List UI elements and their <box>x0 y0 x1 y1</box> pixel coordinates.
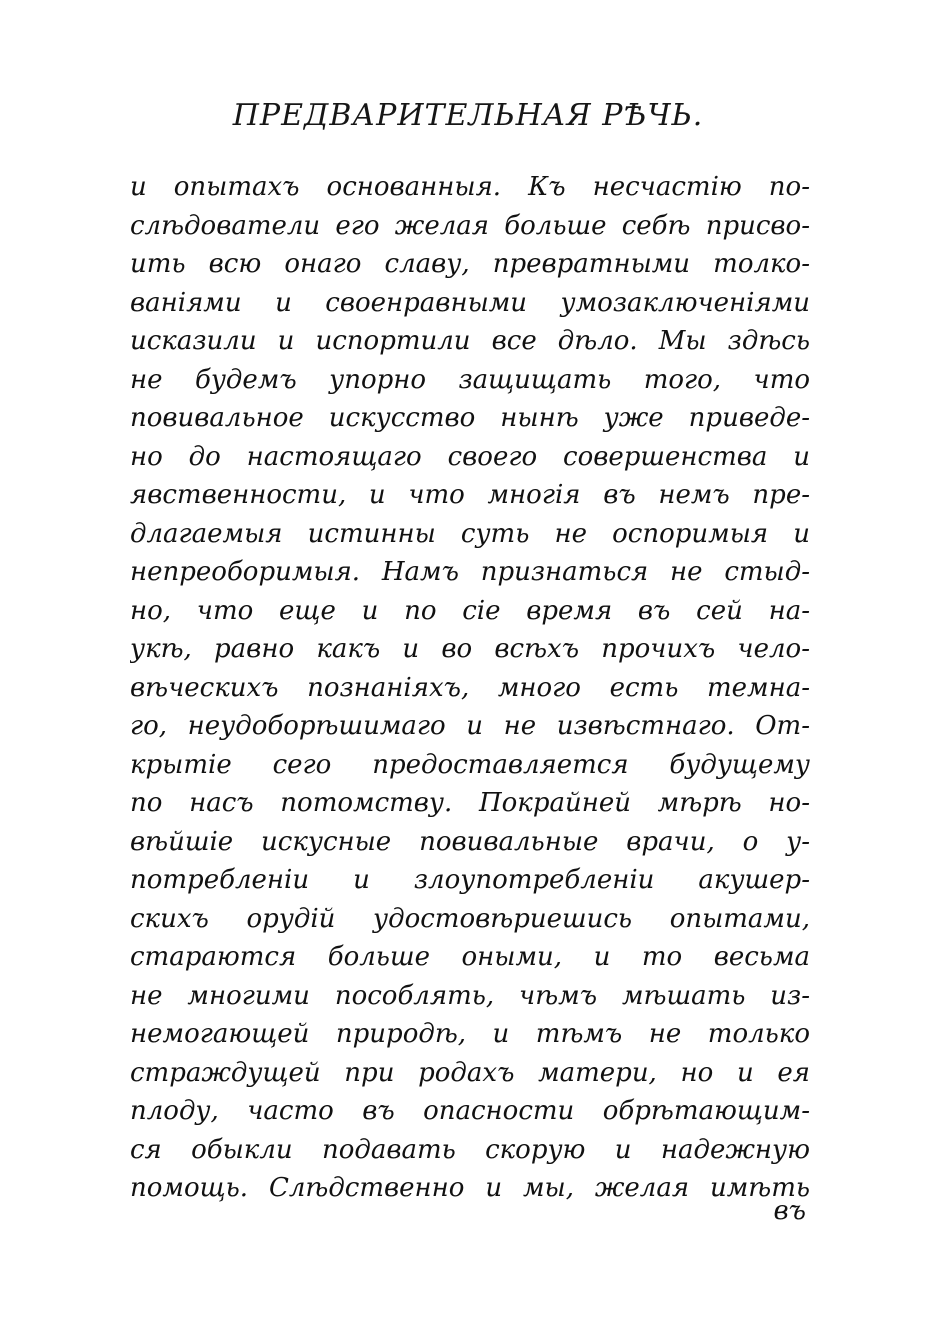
text-line: потребленіи и злоупотребленіи акушер- <box>130 865 810 895</box>
text-line: исказили и испортили все дѣло. Мы здѣсь <box>130 326 810 356</box>
text-line: ся обыкли подавать скорую и надежную <box>130 1134 810 1165</box>
text-line: и опытахъ основанныя. Къ несчастію по- <box>130 172 810 202</box>
text-line: не многими пособлять, чѣмъ мѣшать из- <box>130 980 810 1011</box>
text-line: плоду, часто въ опасности обрѣтающим- <box>130 1096 810 1126</box>
text-line: укѣ, равно какъ и во всѣхъ прочихъ чело- <box>130 634 810 664</box>
catchword: въ <box>773 1196 806 1226</box>
text-line: слѣдователи его желая больше себѣ присво- <box>130 210 810 241</box>
text-line: но до настоящаго своего совершенства и <box>130 441 810 472</box>
text-line: вѣческихъ познаніяхъ, много есть темна- <box>130 672 810 703</box>
text-line: длагаемыя истинны суть не оспоримыя и <box>130 518 810 549</box>
text-line: ить всю онаго славу, превратными толко- <box>130 249 810 279</box>
text-line: немогающей природѣ, и тѣмъ не только <box>130 1019 810 1049</box>
text-line: не будемъ упорно защищать того, что <box>130 364 810 395</box>
text-line: явственности, и что многія въ немъ пре- <box>130 480 810 510</box>
body-text <box>130 168 810 1208</box>
text-line: ваніями и своенравными умозаключеніями <box>130 287 810 318</box>
text-line: го, неудоборѣшимаго и не извѣстнаго. От- <box>130 711 810 741</box>
text-line: скихъ орудій удостовѣриешись опытами, <box>130 903 810 934</box>
text-line: но, что еще и по сіе время въ сей на- <box>130 595 810 626</box>
text-line: повивальное искусство нынѣ уже приведе- <box>130 403 810 433</box>
text-line: вѣйшіе искусные повивальные врачи, о у- <box>130 826 810 857</box>
running-head: ПРЕДВАРИТЕЛЬНАЯ РѢЧЬ. <box>232 98 704 133</box>
text-line: страждущей при родахъ матери, но и ея <box>130 1057 810 1088</box>
text-line: непреоборимыя. Намъ признаться не стыд- <box>130 557 810 587</box>
text-line: стараются больше оными, и то весьма <box>130 942 810 972</box>
text-line: помощь. Слѣдственно и мы, желая имѣть <box>130 1173 810 1203</box>
text-line: крытіе сего предоставляется будущему <box>130 749 810 780</box>
text-line: по насъ потомству. Покрайней мѣрѣ но- <box>130 788 810 818</box>
